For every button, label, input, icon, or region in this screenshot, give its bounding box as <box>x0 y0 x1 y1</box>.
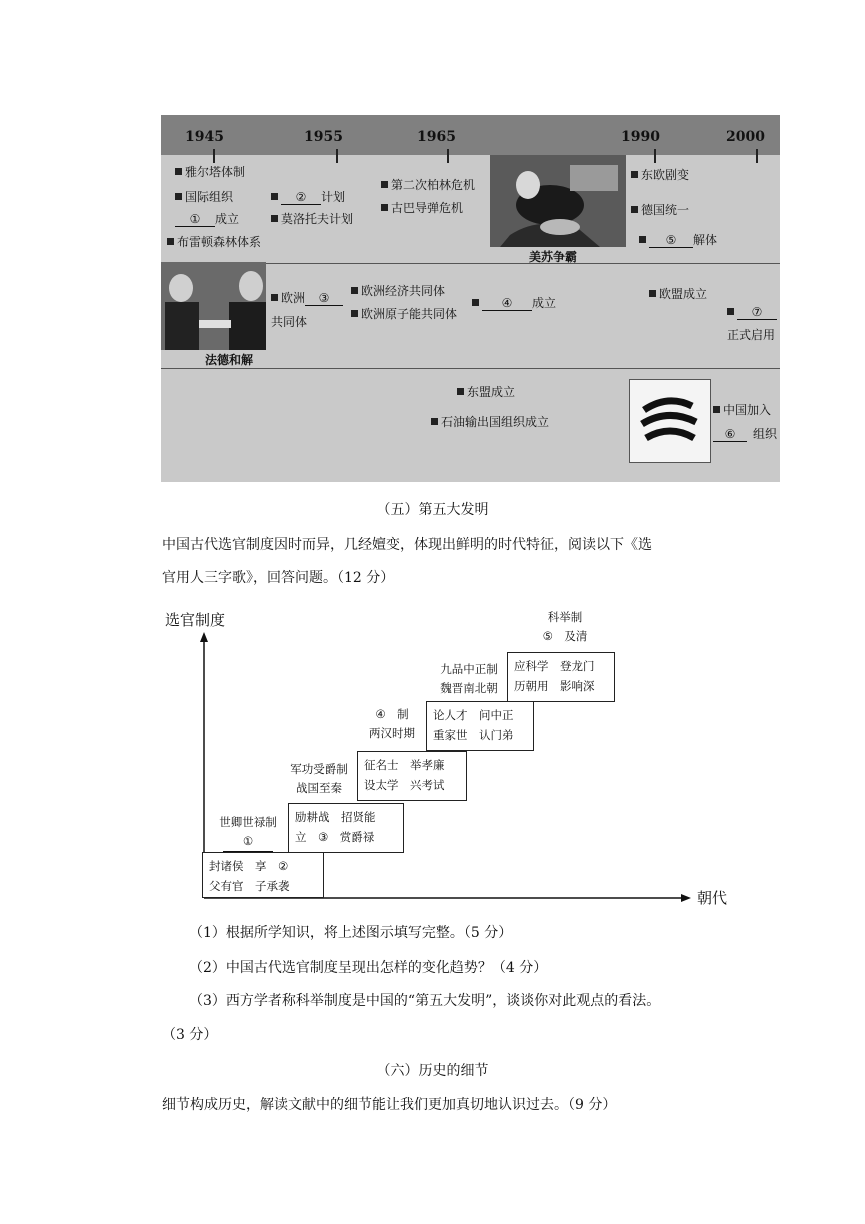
event-berlin: 第二次柏林危机 <box>381 178 475 192</box>
stair-label-5: 科举制 ⑤ 及清 <box>542 610 588 643</box>
us-su-cartoon-image <box>490 155 626 247</box>
x-axis-label: 朝代 <box>697 889 728 907</box>
stair-box-3: 征名士 举孝廉 设太学 兴考试 <box>357 751 467 801</box>
event-europe-blank-3: 欧洲 ③ <box>271 291 343 306</box>
event-community: 共同体 <box>271 315 308 329</box>
event-bretton: 布雷顿森林体系 <box>167 235 261 249</box>
timeline-tick <box>213 149 215 163</box>
event-molotov: 莫洛托夫计划 <box>271 212 353 226</box>
fr-de-caption: 法德和解 <box>205 353 254 367</box>
timeline-tick <box>756 149 758 163</box>
row-divider <box>161 368 780 369</box>
stair-box-1: 封诸侯 享 ② 父有官 子承袭 <box>202 852 324 898</box>
event-opec: 石油输出国组织成立 <box>431 415 549 429</box>
fr-de-handshake-image <box>161 262 266 350</box>
event-asean: 东盟成立 <box>457 385 515 399</box>
section5-intro-line2: 官用人三字歌》，回答问题。（12 分） <box>162 570 395 586</box>
event-blank-5: ⑤ 解体 <box>639 233 717 248</box>
event-intl-org: 国际组织 <box>175 190 233 204</box>
wto-logo-icon <box>629 379 711 463</box>
year-label: 1955 <box>304 129 343 145</box>
event-blank-6: ⑥ 组织 <box>713 427 777 442</box>
event-china-join: 中国加入 <box>713 403 771 417</box>
event-east-europe: 东欧剧变 <box>631 168 689 182</box>
event-germany: 德国统一 <box>631 203 689 217</box>
section5-intro-line1: 中国古代选官制度因时而异，几经嬗变，体现出鲜明的时代特征，阅读以下《选 <box>162 537 652 553</box>
year-label: 1965 <box>417 129 456 145</box>
event-blank-7: ⑦ <box>727 305 777 320</box>
event-euratom: 欧洲原子能共同体 <box>351 307 457 321</box>
section6-intro: 细节构成历史，解读文献中的细节能让我们更加真切地认识过去。（9 分） <box>162 1097 617 1113</box>
y-axis-label: 选官制度 <box>165 611 226 629</box>
timeline-tick <box>336 149 338 163</box>
year-label: 2000 <box>726 129 765 145</box>
stair-box-4: 论人才 问中正 重家世 认门弟 <box>426 701 534 751</box>
question-2: （2）中国古代选官制度呈现出怎样的变化趋势？（4 分） <box>189 960 548 976</box>
stair-label-2: 军功受爵制 战国至秦 <box>290 762 348 795</box>
section6-title: （六）历史的细节 <box>376 1063 489 1079</box>
timeline-figure <box>161 115 780 482</box>
stair-label-1: 世卿世禄制 ① <box>210 813 286 852</box>
question-3-line2: （3 分） <box>162 1027 218 1043</box>
event-eu: 欧盟成立 <box>649 287 707 301</box>
question-1: （1）根据所学知识，将上述图示填写完整。（5 分） <box>189 925 513 941</box>
stair-label-3: ④ 制 两汉时期 <box>369 707 415 740</box>
year-label: 1990 <box>621 129 660 145</box>
event-cuba: 古巴导弹危机 <box>381 201 463 215</box>
timeline-year-bar <box>161 115 780 155</box>
us-su-caption: 美苏争霸 <box>529 250 578 264</box>
event-eec: 欧洲经济共同体 <box>351 284 445 298</box>
year-label: 1945 <box>185 129 224 145</box>
event-launched: 正式启用 <box>727 328 776 342</box>
timeline-tick <box>654 149 656 163</box>
section5-title: （五）第五大发明 <box>376 502 489 518</box>
event-blank-4: ④ 成立 <box>472 296 556 311</box>
stair-box-2: 励耕战 招贤能 立 ③ 赏爵禄 <box>288 803 404 853</box>
event-yalta: 雅尔塔体制 <box>175 165 245 179</box>
event-blank-1: ① 成立 <box>175 212 239 227</box>
timeline-tick <box>447 149 449 163</box>
stair-label-4: 九品中正制 魏晋南北朝 <box>440 662 498 695</box>
event-blank-2: ② 计划 <box>271 190 345 205</box>
stair-box-5: 应科学 登龙门 历朝用 影响深 <box>507 652 615 702</box>
question-3-line1: （3）西方学者称科举制度是中国的“第五大发明”，谈谈你对此观点的看法。 <box>189 993 661 1009</box>
